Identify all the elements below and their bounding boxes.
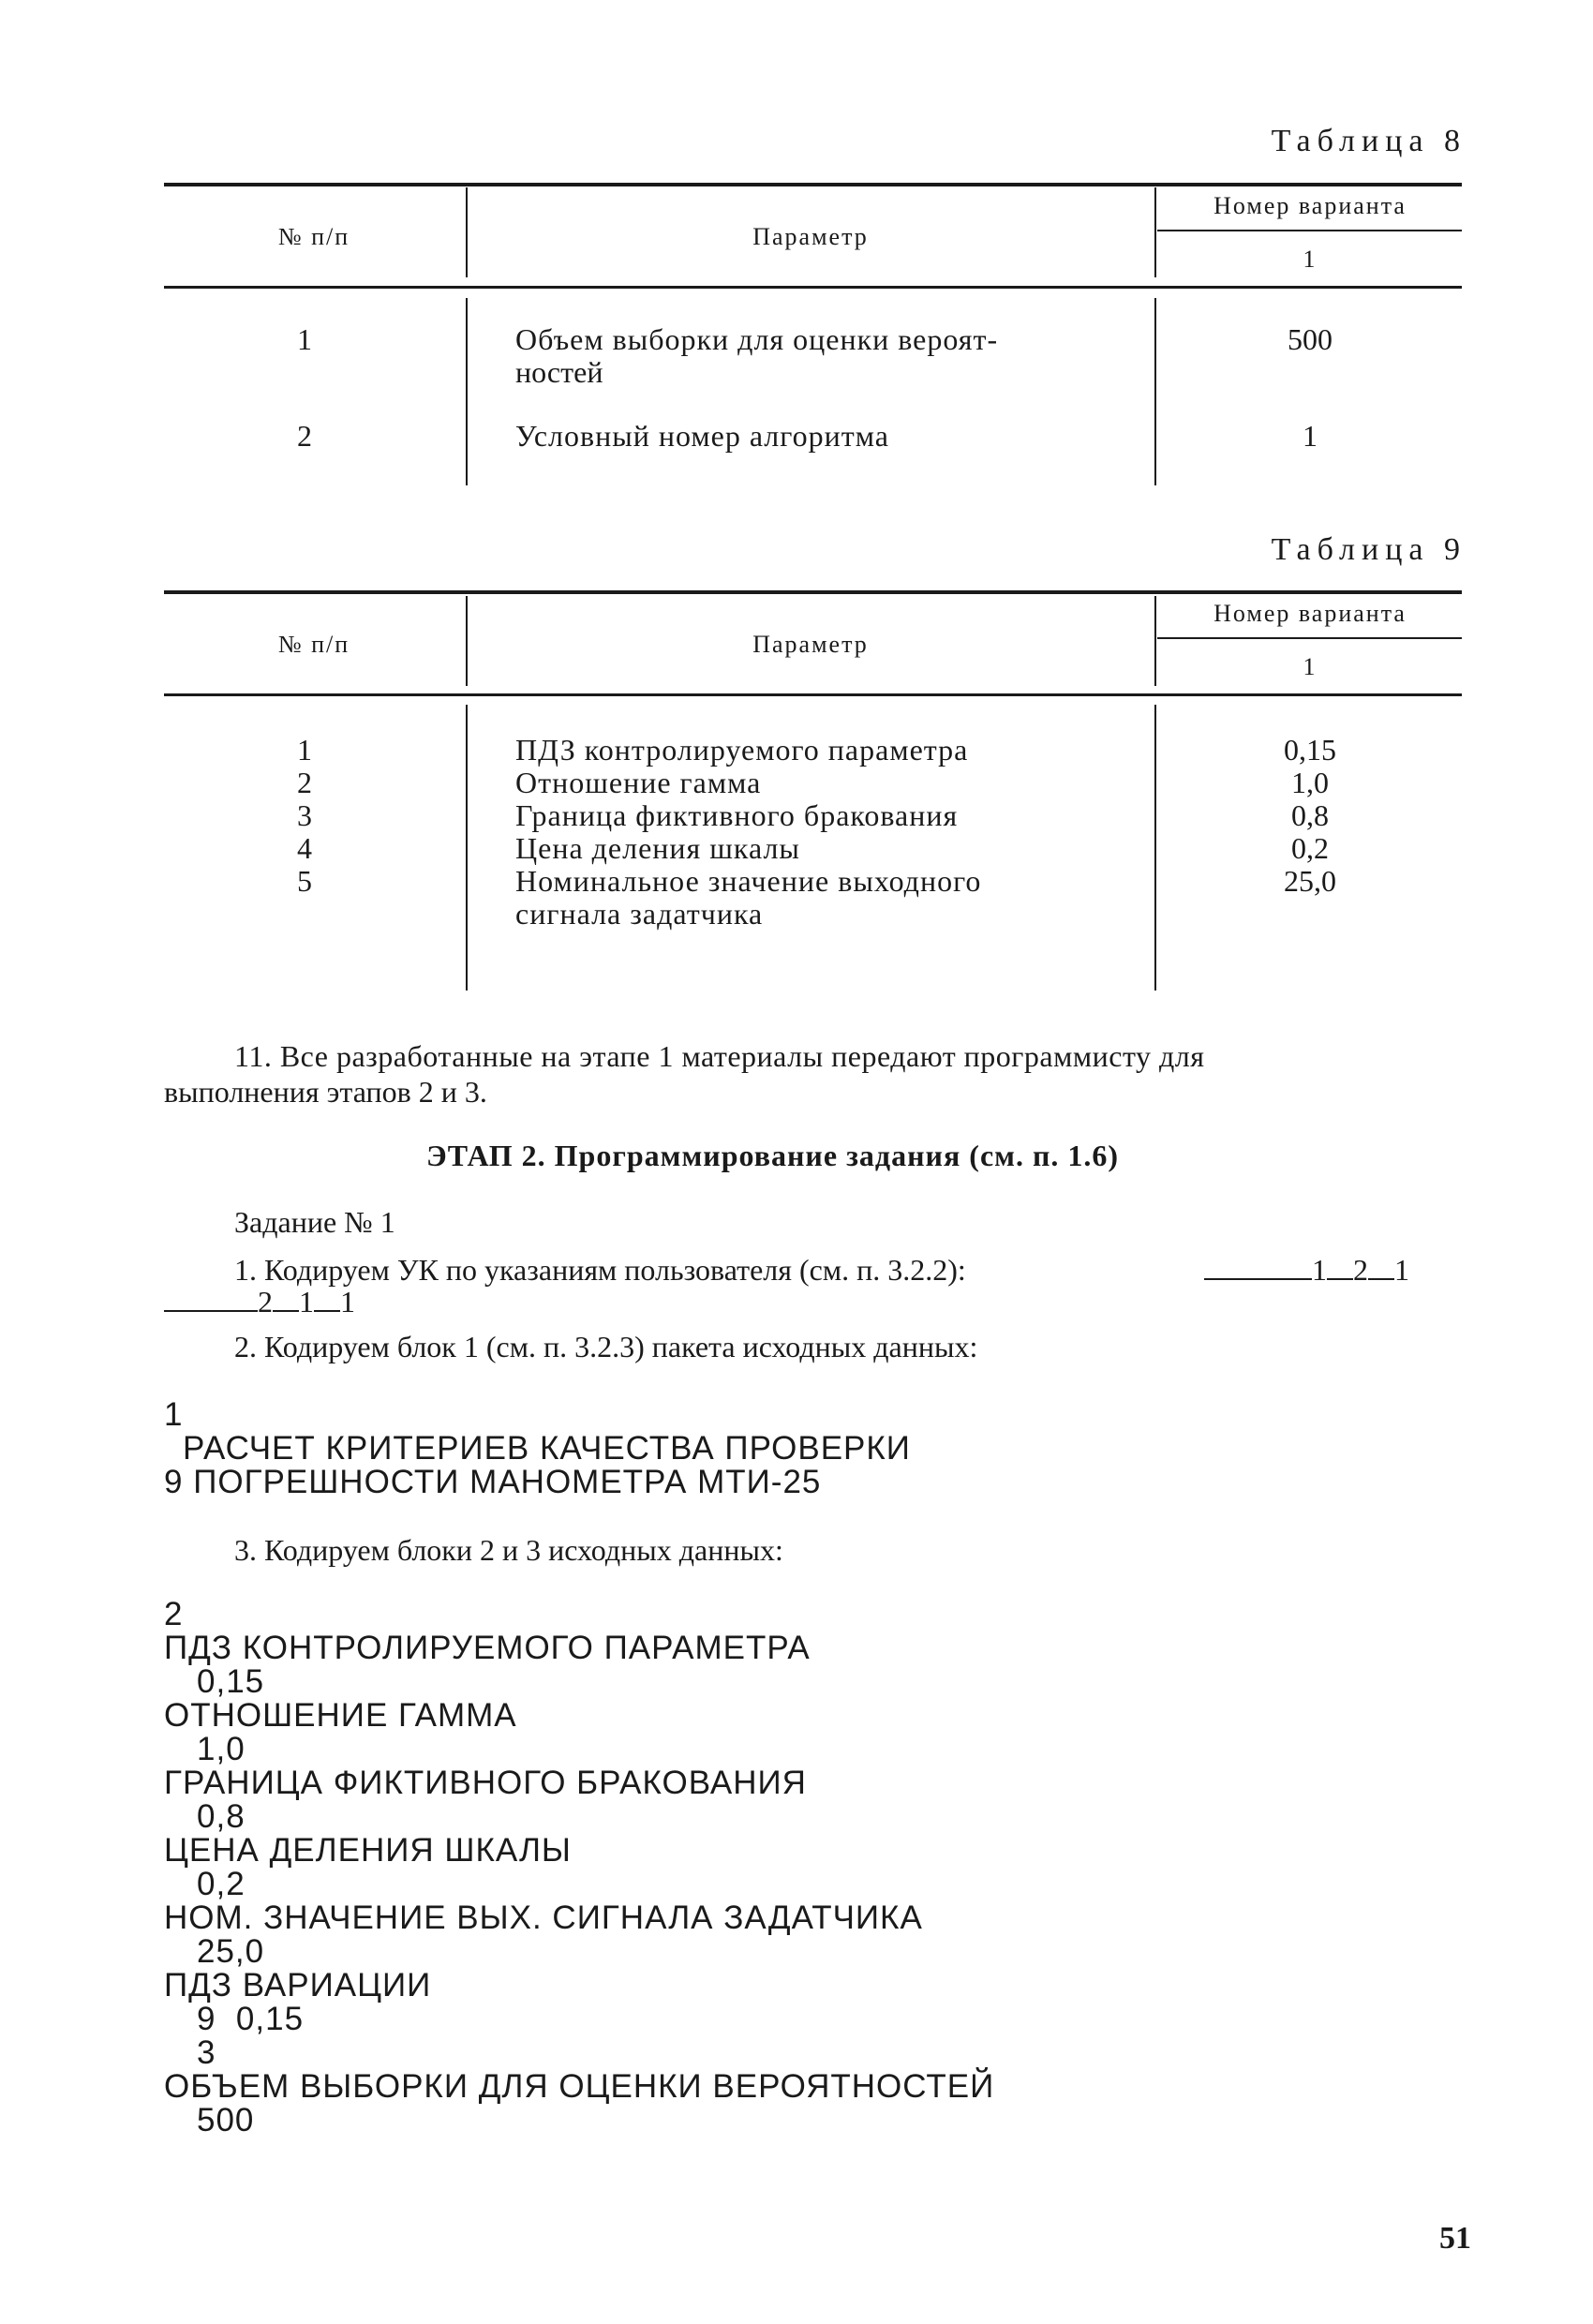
code-digit: 1 (1312, 1253, 1327, 1287)
code-blank (1327, 1269, 1353, 1280)
block23-line: ПДЗ КОНТРОЛИРУЕМОГО ПАРАМЕТРА (164, 1630, 811, 1666)
table8-head-rule (1157, 230, 1462, 231)
table9-caption: Таблица 9 (1271, 532, 1466, 567)
table8-head-variant-no: 1 (1303, 246, 1318, 273)
block1-line: 1 (164, 1396, 184, 1433)
paragraph-11-line2: выполнения этапов 2 и 3. (164, 1075, 487, 1109)
code-digit: 1 (299, 1285, 314, 1318)
table9-row5-param: Номинальное значение выходного (515, 864, 982, 898)
code-digit: 1 (340, 1285, 355, 1318)
table8-head-variant: Номер варианта (1213, 192, 1407, 219)
block23-line: 2 (164, 1596, 184, 1632)
table8-row2-num: 2 (297, 419, 312, 453)
block23-line: 500 (197, 2102, 255, 2138)
table9-head-bottom-rule (164, 693, 1462, 696)
block1-line: РАСЧЕТ КРИТЕРИЕВ КАЧЕСТВА ПРОВЕРКИ (183, 1430, 911, 1467)
table8-row1-param-cont: ностей (515, 355, 603, 389)
block23-line: ОБЪЕМ ВЫБОРКИ ДЛЯ ОЦЕНКИ ВЕРОЯТНОСТЕЙ (164, 2068, 995, 2105)
block23-line: 0,8 (197, 1798, 246, 1835)
table8-head-param: Параметр (752, 223, 869, 250)
table9-row5-num: 5 (297, 864, 312, 898)
block23-line: 25,0 (197, 1933, 265, 1970)
paragraph-11-line1: 11. Все разработанные на этапе 1 материалы передают программисту для (234, 1039, 1205, 1073)
block1-line: 9 ПОГРЕШНОСТИ МАНОМЕТРА МТИ-25 (164, 1464, 822, 1500)
table9-head-param: Параметр (752, 631, 869, 658)
block23-line: 0,2 (197, 1866, 246, 1902)
table9-row2-num: 2 (297, 766, 312, 799)
item-1-code-line1 (1204, 1252, 1466, 1288)
item-3-text: 3. Кодируем блоки 2 и 3 исходных данных: (234, 1533, 783, 1567)
code-blank (1204, 1269, 1312, 1280)
table9-head-variant: Номер варианта (1213, 600, 1407, 627)
table9-row4-param: Цена деления шкалы (515, 831, 800, 865)
table8-row2-param: Условный номер алгоритма (515, 419, 889, 453)
table8-row1-num: 1 (297, 322, 312, 356)
table9-vline (466, 705, 468, 991)
block23-line: ГРАНИЦА ФИКТИВНОГО БРАКОВАНИЯ (164, 1765, 807, 1801)
block23-line: 9 0,15 (197, 2001, 305, 2037)
code-blank (273, 1301, 299, 1312)
table9-row5-value: 25,0 (1284, 864, 1336, 898)
table9-row2-param: Отношение гамма (515, 766, 762, 799)
table8-vline (1154, 187, 1156, 277)
table9-row4-num: 4 (297, 831, 312, 865)
stage-heading: ЭТАП 2. Программирование задания (см. п. 1.6) (426, 1139, 1120, 1172)
table9-row2-value: 1,0 (1291, 766, 1329, 799)
table9-head-variant-no: 1 (1303, 653, 1318, 680)
table8-row2-value: 1 (1303, 419, 1318, 453)
table8-caption: Таблица 8 (1271, 124, 1466, 158)
table9-row4-value: 0,2 (1291, 831, 1329, 865)
table8-head-num: № п/п (277, 223, 350, 250)
item-1-text: 1. Кодируем УК по указаниям пользователя (см. п. 3.2.2): (234, 1253, 966, 1287)
table9-row5-param-cont: сигнала задатчика (515, 897, 764, 931)
task-title: Задание № 1 (234, 1205, 395, 1239)
table8-row1-param: Объем выборки для оценки вероят- (515, 322, 999, 356)
item-1-code-line2 (164, 1284, 445, 1319)
table9-head-num: № п/п (277, 631, 350, 658)
code-digit: 2 (1353, 1253, 1368, 1287)
table9-vline (1154, 705, 1156, 991)
block23-line: 3 (197, 2034, 216, 2071)
table9-vline (1154, 596, 1156, 686)
table9-vline (466, 596, 468, 686)
table9-top-rule (164, 590, 1462, 594)
table9-row3-value: 0,8 (1291, 798, 1329, 832)
table8-vline (466, 187, 468, 277)
table8-row1-value: 500 (1288, 322, 1332, 356)
table9-row3-num: 3 (297, 798, 312, 832)
code-blank (314, 1301, 340, 1312)
table8-vline (466, 298, 468, 485)
table9-row3-param: Граница фиктивного бракования (515, 798, 959, 832)
table8-head-bottom-rule (164, 286, 1462, 289)
table8-vline (1154, 298, 1156, 485)
block23-line: ПДЗ ВАРИАЦИИ (164, 1967, 432, 2004)
code-blank (1368, 1269, 1394, 1280)
table9-row1-param: ПДЗ контролируемого параметра (515, 733, 969, 767)
code-digit: 2 (258, 1285, 273, 1318)
block23-line: ОТНОШЕНИЕ ГАММА (164, 1697, 517, 1734)
block23-line: ЦЕНА ДЕЛЕНИЯ ШКАЛЫ (164, 1832, 572, 1869)
block23-line: НОМ. ЗНАЧЕНИЕ ВЫХ. СИГНАЛА ЗАДАТЧИКА (164, 1899, 923, 1936)
page-number: 51 (1439, 2221, 1471, 2256)
table9-row1-value: 0,15 (1284, 733, 1336, 767)
table9-row1-num: 1 (297, 733, 312, 767)
table9-head-rule (1157, 637, 1462, 639)
block23-line: 1,0 (197, 1731, 246, 1767)
table8-top-rule (164, 183, 1462, 186)
code-digit: 1 (1394, 1253, 1409, 1287)
block23-line: 0,15 (197, 1663, 265, 1700)
item-2-text: 2. Кодируем блок 1 (см. п. 3.2.3) пакета исходных данных: (234, 1330, 978, 1363)
code-blank (164, 1301, 258, 1312)
